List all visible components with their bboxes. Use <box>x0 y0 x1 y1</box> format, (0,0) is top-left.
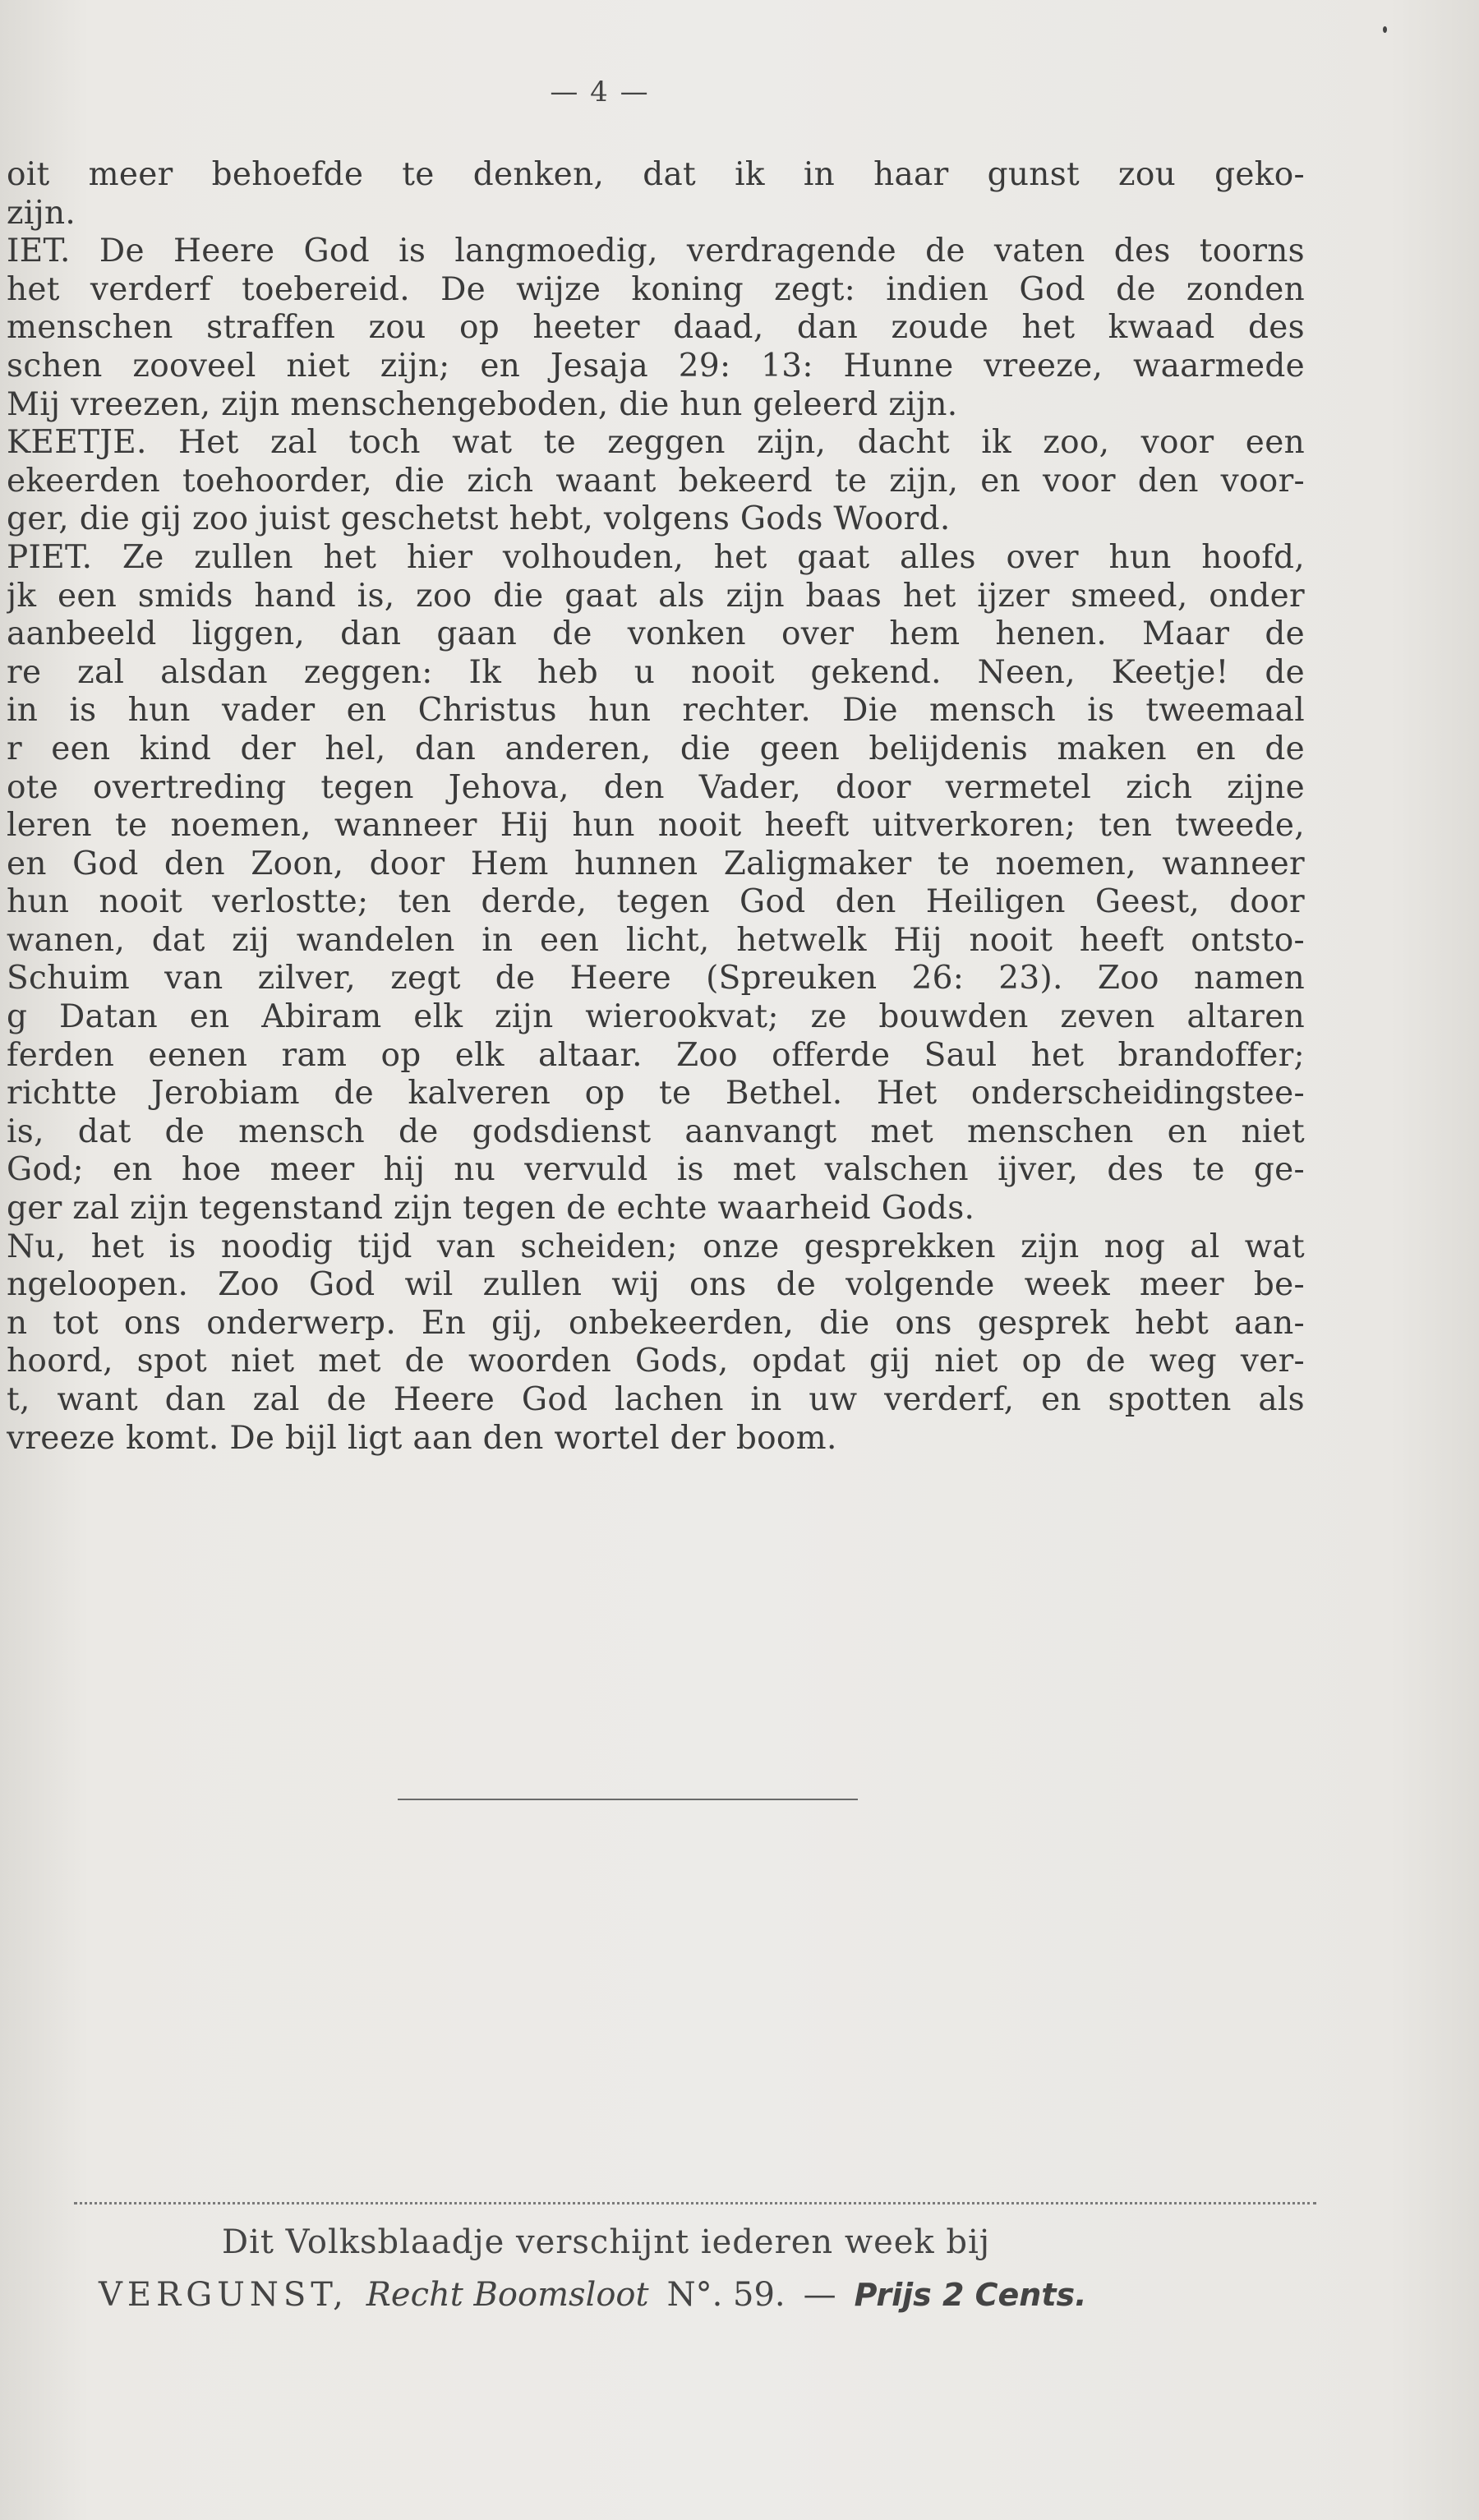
text-line: aanbeeld liggen, dan gaan de vonken over hem henen. Maar de <box>7 615 1305 653</box>
text-line: leren te noemen, wanneer Hij hun nooit heeft uitverkoren; ten tweede, <box>7 807 1305 845</box>
text-line: richtte Jerobiam de kalveren op te Bethel. Het onderscheidingstee- <box>7 1075 1305 1113</box>
text-line: IET. De Heere God is langmoedig, verdragende de vaten des toorns <box>7 233 1305 270</box>
text-line: vreeze komt. De bijl ligt aan den wortel der boom. <box>7 1419 837 1457</box>
footer-price: Prijs 2 Cents. <box>854 2277 1087 2313</box>
footer-publisher: VERGUNST, <box>99 2276 348 2314</box>
text-line: t, want dan zal de Heere God lachen in uw verderf, en spotten als <box>7 1381 1305 1418</box>
text-line: re zal alsdan zeggen: Ik heb u nooit gekend. Neen, Keetje! de <box>7 653 1305 691</box>
footer-announcement: Dit Volksblaadje verschijnt iederen week bij <box>222 2223 991 2261</box>
footer-imprint <box>99 2276 1290 2314</box>
text-line: Schuim van zilver, zegt de Heere (Spreuken 26: 23). Zoo namen <box>7 960 1305 997</box>
text-line: ngeloopen. Zoo God wil zullen wij ons de volgende week meer be- <box>7 1266 1305 1304</box>
text-line: ger zal zijn tegenstand zijn tegen de echte waarheid Gods. <box>7 1190 975 1228</box>
text-line: menschen straffen zou op heeter daad, dan zoude het kwaad des <box>7 309 1305 347</box>
footer-dotted-rule <box>74 2202 1316 2204</box>
text-line: en God den Zoon, door Hem hunnen Zaligmaker te noemen, wanneer <box>7 845 1305 882</box>
text-line: n tot ons onderwerp. En gij, onbekeerden, die ons gesprek hebt aan- <box>7 1304 1305 1342</box>
text-line: KEETJE. Het zal toch wat te zeggen zijn, dacht ik zoo, voor een <box>7 424 1305 462</box>
text-line: in is hun vader en Christus hun rechter. Die mensch is tweemaal <box>7 692 1305 730</box>
text-line: schen zooveel niet zijn; en Jesaja 29: 13: Hunne vreeze, waarmede <box>7 347 1305 385</box>
text-line: Mij vreezen, zijn menschengeboden, die hun geleerd zijn. <box>7 385 958 423</box>
text-line: is, dat de mensch de godsdienst aanvangt met menschen en niet <box>7 1113 1305 1150</box>
text-line: g Datan en Abiram elk zijn wierookvat; ze bouwden zeven altaren <box>7 998 1305 1036</box>
text-line: het verderf toebereid. De wijze koning zegt: indien God de zonden <box>7 270 1305 308</box>
text-line: zijn. <box>7 194 76 232</box>
text-line: oit meer behoefde te denken, dat ik in haar gunst zou geko- <box>7 156 1305 193</box>
text-line: r een kind der hel, dan anderen, die geen belijdenis maken en de <box>7 730 1305 767</box>
text-line: ferden eenen ram op elk altaar. Zoo offerde Saul het brandoffer; <box>7 1036 1305 1074</box>
section-divider-rule <box>398 1799 858 1800</box>
footer-house-number: N°. 59. <box>666 2276 786 2314</box>
text-line: jk een smids hand is, zoo die gaat als zijn baas het ijzer smeed, onder <box>7 577 1305 615</box>
text-line: ger, die gij zoo juist geschetst hebt, volgens Gods Woord. <box>7 500 951 538</box>
body-text <box>0 156 1305 1458</box>
text-line: God; en hoe meer hij nu vervuld is met valschen ijver, des te ge- <box>7 1151 1305 1189</box>
text-line: wanen, dat zij wandelen in een licht, hetwelk Hij nooit heeft ontsto- <box>7 921 1305 959</box>
text-line: hun nooit verlostte; ten derde, tegen God den Heiligen Geest, door <box>7 883 1305 921</box>
text-line: hoord, spot niet met de woorden Gods, opdat gij niet op de weg ver- <box>7 1343 1305 1380</box>
text-line: Nu, het is noodig tijd van scheiden; onze gesprekken zijn nog al wat <box>7 1228 1305 1265</box>
footer-street: Recht Boomsloot <box>366 2276 649 2314</box>
ink-speck <box>1383 26 1387 33</box>
text-line: ote overtreding tegen Jehova, den Vader, door vermetel zich zijne <box>7 768 1305 806</box>
footer-dash: — <box>803 2276 836 2314</box>
text-line: ekeerden toehoorder, die zich waant bekeerd te zijn, en voor den voor- <box>7 462 1305 500</box>
text-line: PIET. Ze zullen het hier volhouden, het gaat alles over hun hoofd, <box>7 538 1305 576</box>
page-number: — 4 — <box>550 76 650 108</box>
